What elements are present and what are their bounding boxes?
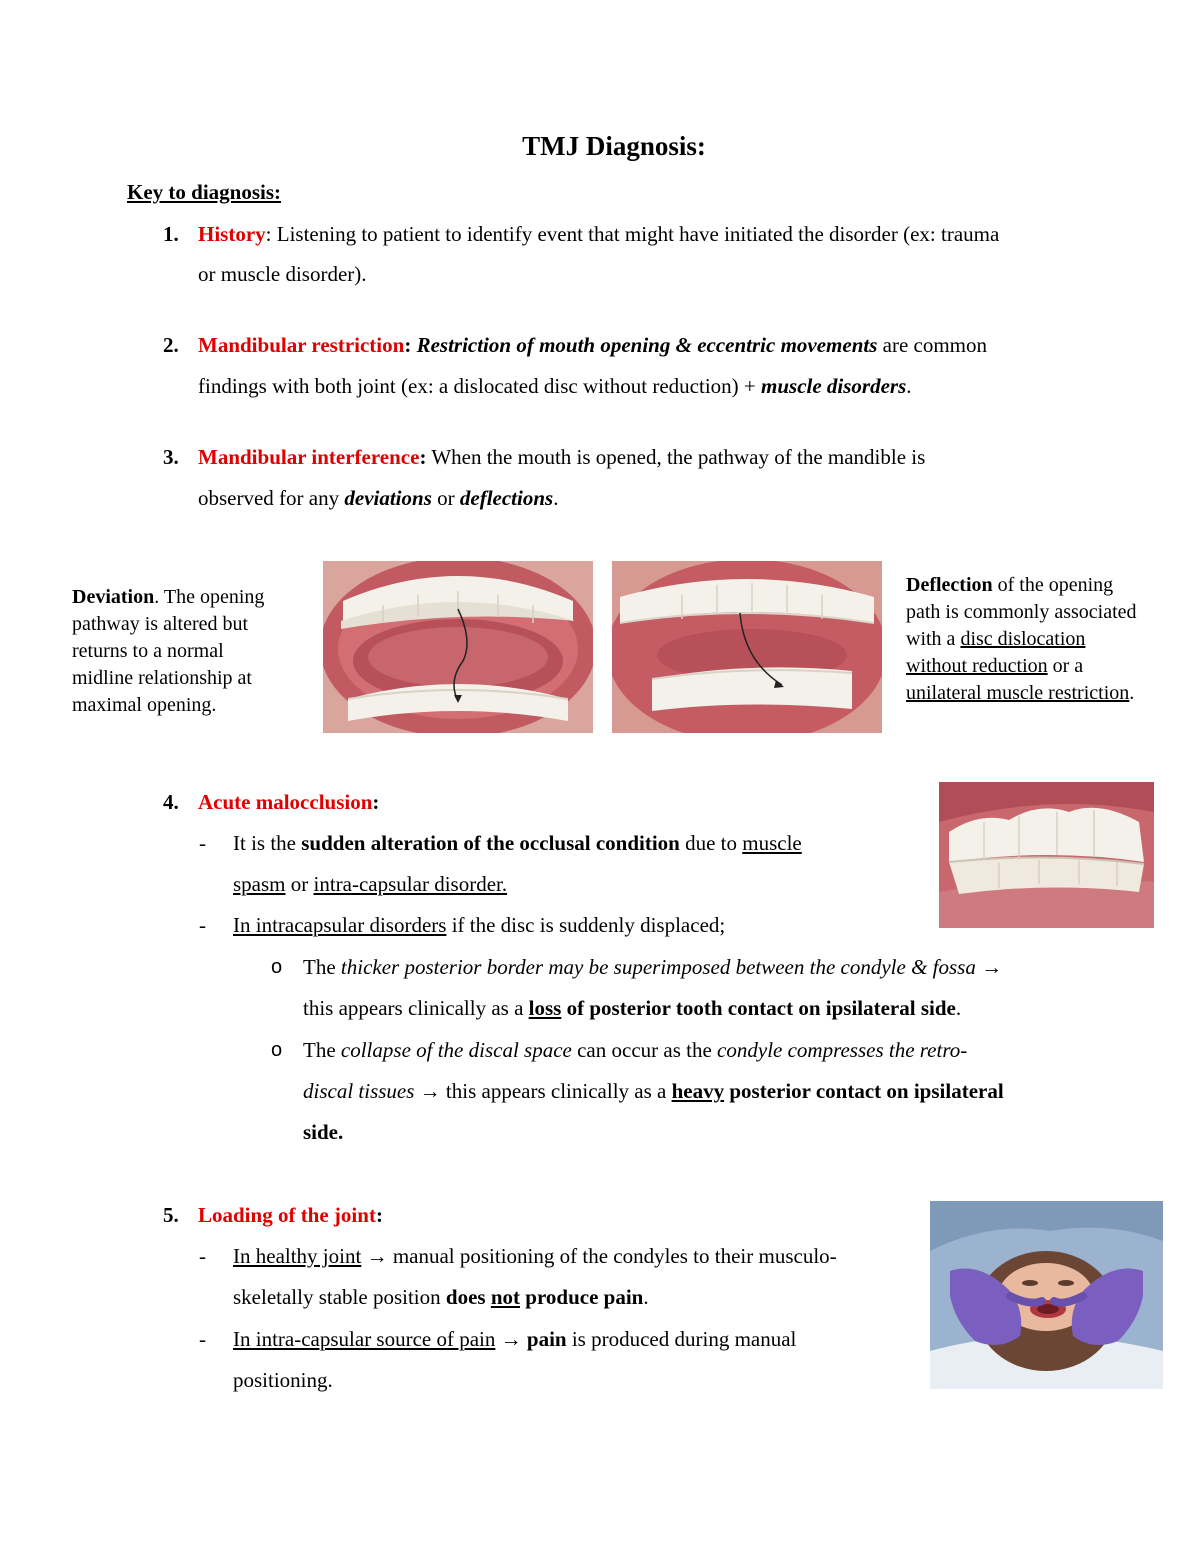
deflection-photo [612,561,882,733]
underlined-text: In intracapsular disorders [233,913,447,937]
text: observed for any [198,486,345,510]
key-heading: Key to diagnosis: [127,180,282,204]
text: can occur as the [571,1038,718,1062]
emphasis: deflections [459,486,554,510]
item-5-bullet-1-line-2 [233,1277,649,1318]
item-4-sub-2-line-2 [303,1071,1004,1112]
text: maximal opening. [72,694,217,716]
item-4-sub-2-line-1 [303,1030,967,1071]
text: . [553,486,559,510]
item-4-bullet-1-line-2 [233,864,507,905]
deviation-photo [323,561,593,733]
text: or [285,872,314,896]
item-label: History [198,222,266,246]
bold-text: pain [526,1327,567,1351]
bullet-dash: - [199,913,206,937]
item-number: 1. [163,222,179,246]
text: → manual positioning of the condyles to their musculo- [361,1244,837,1268]
bold-underlined-text: not [490,1285,521,1309]
bullet-dash: - [199,1327,206,1351]
colon: : [372,790,380,814]
item-label: Loading of the joint [198,1203,376,1227]
bullet-dash: - [199,1244,206,1268]
colon: : [265,222,272,246]
text: . The opening [154,586,265,608]
text: findings with both joint (ex: a dislocated disc without reduction) + [198,374,762,398]
text: this appears clinically as a [303,996,529,1020]
sub-bullet-marker: o [271,956,283,978]
item-1-line-1 [198,214,999,255]
item-4-bullet-2 [233,905,725,946]
item-label: Acute malocclusion [198,790,373,814]
deviation-caption [72,584,264,719]
text: with a [906,628,961,650]
text: are common [877,333,988,357]
item-4-sub-1-line-1 [303,947,1002,988]
item-2-line-2 [198,366,912,407]
bold-text: does [445,1285,486,1309]
text: of the opening [992,574,1114,596]
underlined-text: intra-capsular disorder. [313,872,508,896]
text: . [1129,682,1135,704]
text: is produced during manual [566,1327,797,1351]
text: The [303,1038,341,1062]
underlined-text: without reduction [906,655,1048,677]
underlined-text: disc dislocation [960,628,1086,650]
underlined-text: In intra-capsular source of pain [233,1327,496,1351]
text: path is commonly associated [906,601,1137,623]
text: → [975,955,1003,979]
italic-text: collapse of the discal space [340,1038,572,1062]
item-4-sub-1-line-2 [303,988,961,1029]
item-2-line-1 [198,325,987,366]
text: or [431,486,460,510]
bold-text: sudden alteration of the occlusal condition [301,831,680,855]
bold-text: produce pain [520,1285,644,1309]
text: The [303,955,341,979]
item-5-bullet-2-line-2: positioning. [233,1368,333,1392]
joint-loading-photo [930,1201,1163,1389]
item-4-bullet-1-line-1 [233,823,802,864]
bullet-dash: - [199,831,206,855]
text: → [495,1327,527,1351]
bold-underlined-text: heavy [671,1079,725,1103]
item-number: 5. [163,1203,179,1227]
item-number: 2. [163,333,179,357]
sub-bullet-marker: o [271,1039,283,1061]
item-4-heading [198,782,379,823]
text: When the mouth is opened, the pathway of the mandible is [426,445,926,469]
emphasis: muscle disorders [761,374,907,398]
italic-text: condyle compresses the retro- [717,1038,968,1062]
colon: : [404,333,412,357]
caption-term: Deflection [906,574,993,596]
text: . [906,374,912,398]
underlined-text: spasm [233,872,286,896]
text: → this appears clinically as a [414,1079,672,1103]
malocclusion-photo [939,782,1154,928]
item-label: Mandibular interference [198,445,420,469]
italic-text: discal tissues [303,1079,415,1103]
colon: : [375,1203,383,1227]
page-title: TMJ Diagnosis: [522,131,706,161]
text: pathway is altered but [72,613,249,635]
text: Listening to patient to identify event that might have initiated the disorder (ex: trauma [271,222,1000,246]
text: midline relationship at [72,667,252,689]
text: returns to a normal [72,640,224,662]
text: if the disc is suddenly displaced; [446,913,726,937]
bold-text: posterior contact on ipsilateral [724,1079,1004,1103]
item-4-sub-2-line-3: side. [303,1120,344,1144]
underlined-text: unilateral muscle restriction [906,682,1130,704]
caption-term: Deviation [72,586,155,608]
text: due to [679,831,743,855]
colon: : [419,445,427,469]
item-number: 4. [163,790,179,814]
item-5-bullet-2-line-1 [233,1319,796,1360]
text: It is the [233,831,302,855]
underlined-text: muscle [742,831,802,855]
bold-underlined-text: loss [528,996,562,1020]
item-5-heading [198,1195,383,1236]
text: . [643,1285,649,1309]
emphasis: Restriction of mouth opening & eccentric movements [416,333,878,357]
item-1-line-2: or muscle disorder). [198,262,367,286]
emphasis: deviations [344,486,432,510]
deflection-caption [906,572,1137,707]
bold-text: of posterior tooth contact on ipsilateral side [561,996,956,1020]
item-label: Mandibular restriction [198,333,405,357]
text: or a [1047,655,1084,677]
underlined-text: In healthy joint [233,1244,362,1268]
italic-text: thicker posterior border may be superimposed between the condyle & fossa [340,955,976,979]
item-3-line-1 [198,437,925,478]
item-number: 3. [163,445,179,469]
text: . [955,996,962,1020]
item-3-line-2 [198,478,558,519]
text: skeletally stable position [233,1285,446,1309]
item-5-bullet-1-line-1 [233,1236,837,1277]
